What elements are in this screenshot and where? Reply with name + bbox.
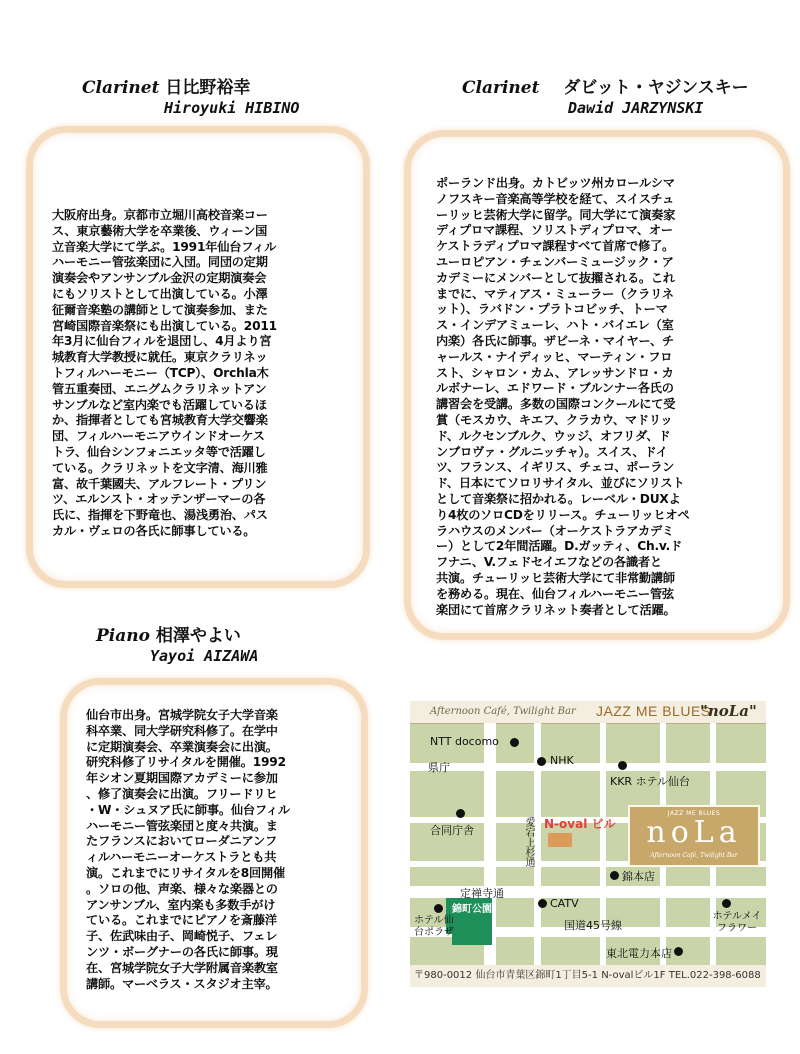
map-header bbox=[410, 701, 766, 724]
bio-line: 講師。マーベラス・スタジオ主宰。 bbox=[86, 976, 278, 991]
bio-line: ス・インデアミューレ、ハト・バイエレ（室 bbox=[436, 318, 674, 333]
label-hotel-metro: ホテルメイフラワー bbox=[712, 911, 762, 934]
bio-line: ルボナーレ、エドワード・ブルンナー各氏の bbox=[436, 381, 674, 396]
bio-line: 子、佐武味由子、岡崎悦子、フェレ bbox=[86, 929, 278, 944]
bio-line: たフランスにおいてローダニアンフ bbox=[86, 834, 277, 849]
bio-line: ユーロピアン・チェンバーミュージック・ア bbox=[436, 254, 674, 269]
bio-line: 。ソロの他、声楽、様々な楽器との bbox=[86, 881, 278, 896]
label-goudou: 合同庁舎 bbox=[430, 824, 474, 837]
instrument-label: Clarinet bbox=[462, 78, 540, 98]
bio-line: 在、宮城学院女子大学附属音楽教室 bbox=[86, 960, 278, 975]
label-atagokami: 愛宕上杉通 bbox=[523, 817, 534, 867]
hotel-metro-marker bbox=[722, 899, 731, 908]
kkr-marker bbox=[618, 761, 627, 770]
bio-line: サンブルなど室内楽でも活躍しているほ bbox=[52, 397, 267, 412]
label-hotel-sendai: ホテル仙台ポラザ bbox=[414, 915, 454, 938]
bio-line: 内楽）各氏に師事。ザビーネ・マイヤー、チ bbox=[436, 333, 674, 348]
bio-line: か、指揮者としても宮城教育大学交響楽 bbox=[52, 413, 268, 428]
bio-line: ラハウスのメンバー（オーケストラアカデミ bbox=[436, 523, 674, 538]
bio-line: 楽団にて首席クラリネット奏者として活躍。 bbox=[436, 602, 676, 617]
park-label: 錦町公園 bbox=[452, 904, 492, 915]
name-jp: ダビット・ヤジンスキー bbox=[563, 78, 749, 98]
bio-line: ンブロヴァ・グルニッチャ）。スイス、ドイ bbox=[436, 444, 668, 459]
bio-line: 年シオン夏期国際アカデミーに参加 bbox=[86, 771, 278, 786]
bio-line: 仙台市出身。宮城学院女子大学音楽 bbox=[86, 708, 278, 722]
bio-line: ている。クラリネットを文字清、海川雅 bbox=[52, 460, 268, 475]
label-noval: N-oval ビル bbox=[544, 817, 616, 831]
name-en: Dawid JARZYNSKI bbox=[568, 99, 704, 117]
bio-line: 富、故千葉國夫、アルフレート・プリン bbox=[52, 476, 267, 491]
bio-line: ・W・シュヌア氏に師事。仙台フィル bbox=[86, 802, 290, 817]
building-n-oval bbox=[548, 833, 572, 847]
bio-line: 年3月に仙台フィルを退団し、4月より宮 bbox=[52, 334, 272, 349]
bio-text-hibino bbox=[52, 208, 336, 540]
bio-line: ディプロマ課程、ソリストディプロマ、オー bbox=[436, 223, 673, 238]
bio-line: ャールス・ナイディッヒ、マーティン・フロ bbox=[436, 349, 673, 364]
bio-line: 宮崎国際音楽祭にも出演している。2011 bbox=[52, 318, 277, 333]
bio-text-jarzynski bbox=[436, 176, 754, 618]
bio-line: アンサンブル、室内楽も多数手がけ bbox=[86, 897, 276, 912]
name-en: Hiroyuki HIBINO bbox=[164, 99, 300, 117]
bio-line: 演奏会やアンサンブル金沢の定期演奏会 bbox=[52, 271, 267, 286]
bio-text-aizawa bbox=[86, 708, 344, 992]
name-jp: 相澤やよい bbox=[155, 626, 241, 646]
park bbox=[452, 901, 492, 945]
card-logo: noLa bbox=[646, 815, 742, 850]
bio-line: までに、マティアス・ミューラー（クラリネ bbox=[436, 286, 674, 301]
venue-map bbox=[410, 701, 766, 987]
label-route45: 国道45号線 bbox=[564, 919, 622, 932]
ntt-marker bbox=[510, 738, 519, 747]
nola-logo-card bbox=[628, 805, 760, 867]
bio-line: 共演。チューリッヒ芸術大学にて非常勤講師 bbox=[436, 570, 675, 585]
instrument-label: Clarinet bbox=[82, 78, 160, 98]
bio-line: カデミーにメンバーとして抜擢される。これ bbox=[436, 270, 675, 285]
bio-line: ィルハーモニーオーケストラとも共 bbox=[86, 850, 277, 865]
bio-line: ーリッヒ芸術大学に留学。同大学にて演奏家 bbox=[436, 207, 676, 222]
bio-line: 研究科修了リサイタルを開催。1992 bbox=[86, 755, 286, 770]
performer-heading-aizawa bbox=[96, 626, 258, 666]
label-nhk: NHK bbox=[550, 754, 574, 767]
bio-line: ー）として2年間活躍。D.ガッティ、Ch.v.ド bbox=[436, 539, 683, 554]
bio-line: ンツ・ボーグナーの各氏に師事。現 bbox=[86, 944, 278, 959]
bio-line: ド、日本にてソロリサイタル、並びにソリスト bbox=[436, 476, 685, 491]
label-nishikihonten: 錦本店 bbox=[622, 870, 655, 883]
bio-line: 氏に、指揮を下野竜也、湯浅勇治、パス bbox=[52, 508, 268, 523]
bio-line: スト、シャロン・カム、アレッサンドロ・カ bbox=[436, 365, 674, 380]
bio-line: 賞（モスカウ、キエフ、クラカウ、マドリッ bbox=[436, 412, 673, 427]
bio-line: 、修了演奏会に出演。フリードリヒ bbox=[86, 786, 278, 801]
label-jozenji: 定禅寺通 bbox=[460, 887, 504, 900]
bio-line: ハーモニー管弦楽団と度々共演。ま bbox=[86, 818, 278, 833]
label-tohoku: 東北電力本店 bbox=[606, 947, 672, 960]
bio-line: り4枚のソロCDをリリース。チューリッヒオペ bbox=[436, 507, 690, 522]
label-ntt: NTT docomo bbox=[430, 735, 499, 748]
bio-line: 管五重奏団、エニグムクラリネットアン bbox=[52, 381, 267, 396]
bio-line: ツ、エルンスト・オッテンザーマーの各 bbox=[52, 492, 266, 507]
bio-line: ット）、ラバドン・プラトコビッチ、トーマ bbox=[436, 302, 668, 317]
name-jp: 日比野裕幸 bbox=[165, 78, 251, 98]
card-bottom: Afternoon Café, Twilight Bar bbox=[650, 852, 738, 859]
bio-line: トラ、仙台シンフォニエッタ等で活躍し bbox=[52, 444, 266, 459]
bio-line: 科卒業、同大学研究科修了。在学中 bbox=[86, 723, 278, 738]
bio-line: トフィルハーモニー（TCP）、Orchla木 bbox=[52, 365, 269, 380]
bio-line: ケストラディプロマ課程すべて首席で修了。 bbox=[436, 239, 675, 254]
nhk-marker bbox=[537, 757, 546, 766]
bio-line: 団、フィルハーモニアウインドオーケス bbox=[52, 429, 265, 444]
bio-line: 講習会を受講。多数の国際コンクールにて受 bbox=[436, 397, 676, 412]
goudou-marker bbox=[456, 809, 465, 818]
bio-line: 城教育大学教授に就任。東京クラリネッ bbox=[52, 350, 268, 365]
nishiki-marker bbox=[610, 871, 619, 880]
bio-line: を務める。現在、仙台フィルハーモニー管弦 bbox=[436, 586, 674, 601]
map-header-sub: Afternoon Café, Twilight Bar bbox=[430, 706, 576, 717]
bio-line: カル・ヴェロの各氏に師事している。 bbox=[52, 523, 256, 538]
performer-heading-hibino bbox=[82, 78, 299, 118]
performer-heading-jarzynski bbox=[462, 78, 749, 118]
label-kenchou: 県庁 bbox=[428, 761, 450, 774]
hotel-sendai-marker bbox=[434, 904, 443, 913]
bio-line: フナニ、V.フェドセイエフなどの各識者と bbox=[436, 555, 662, 570]
map-header-nola: "noLa" bbox=[700, 702, 757, 720]
bio-line: ノフスキー音楽高等学校を経て、スイスチュ bbox=[436, 191, 675, 206]
tohoku-marker bbox=[674, 947, 683, 956]
bio-line: ている。これまでにピアノを斎藤洋 bbox=[86, 913, 277, 928]
bio-line: にもソリストとして出演している。小澤 bbox=[52, 286, 268, 301]
bio-line: 演。これまでにリサイタルを8回開催 bbox=[86, 865, 285, 880]
label-kkr: KKR ホテル仙台 bbox=[610, 775, 691, 788]
card-top: JAZZ ME BLUES bbox=[667, 810, 721, 817]
bio-line: として音楽祭に招かれる。レーベル・DUXよ bbox=[436, 491, 681, 506]
instrument-label: Piano bbox=[96, 626, 150, 646]
bio-line: ド、ルクセンブルク、ウッジ、オフリダ、ド bbox=[436, 428, 671, 443]
bio-line: ス、東京藝術大学を卒業後、ウィーン国 bbox=[52, 223, 268, 238]
bio-line: に定期演奏会、卒業演奏会に出演。 bbox=[86, 739, 278, 754]
bio-line: 大阪府出身。京都市立堀川高校音楽コー bbox=[52, 208, 268, 222]
bio-line: 征爾音楽塾の講師として演奏参加、また bbox=[52, 302, 268, 317]
bio-line: ハーモニー管弦楽団に入団。同団の定期 bbox=[52, 255, 268, 270]
name-en: Yayoi AIZAWA bbox=[150, 647, 259, 665]
catv-marker bbox=[538, 899, 547, 908]
bio-line: 立音楽大学にて学ぶ。1991年仙台フィル bbox=[52, 239, 277, 254]
map-header-main: JAZZ ME BLUES bbox=[596, 703, 711, 719]
bio-line: ツ、フランス、イギリス、チェコ、ポーラン bbox=[436, 460, 675, 475]
map-footer-address: 〒980-0012 仙台市青葉区錦町1丁目5-1 N-ovalビル1F TEL.022-398-6088 bbox=[410, 965, 766, 987]
label-catv: CATV bbox=[550, 897, 579, 910]
bio-line: ポーランド出身。カトビッツ州カロールシマ bbox=[436, 176, 675, 190]
